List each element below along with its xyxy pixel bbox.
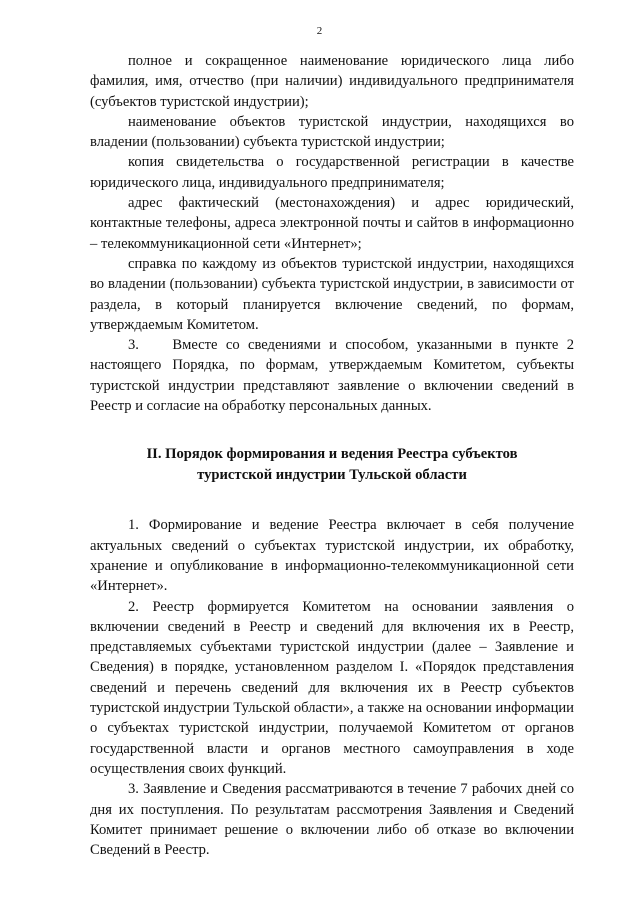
list-item: полное и сокращенное наименование юридического лица либо фамилия, имя, отчество (при наличии) индивидуального предпринимателя (субъектов туристской индустрии); — [90, 53, 574, 110]
clause-paragraph: 2. Реестр формируется Комитетом на основании заявления о включении сведений в Реестр и сведений для включения их в Реестр, представляемых субъектами туристской индустрии (далее – Заявление и Сведения) в порядке, установленном разделом I. «Порядок представления сведений и перечень сведений для включения их в Реестр субъектов туристской индустрии Тульской области», а также на основании информации о субъектах туристской индустрии, получаемой Комитетом от органов государственной власти и органов местного самоуправления в ходе осуществления своих функций. — [90, 598, 574, 777]
section-heading-line: II. Порядок формирования и ведения Реестра субъектов — [146, 446, 518, 463]
list-item: копия свидетельства о государственной регистрации в качестве юридического лица, индивидуального предпринимателя; — [90, 154, 574, 191]
list-item: адрес фактический (местонахождения) и адрес юридический, контактные телефоны, адреса электронной почты и сайтов в информационно – телекоммуникационной сети «Интернет»; — [90, 195, 574, 252]
clause-paragraph: 3. Заявление и Сведения рассматриваются в течение 7 рабочих дней со дня их поступления. По результатам рассмотрения Заявления и Сведений Комитет принимает решение о включении либо об отказе во включении Сведений в Реестр. — [90, 781, 574, 859]
clause-paragraph: 3. Вместе со сведениями и способом, указанными в пункте 2 настоящего Порядка, по формам, утверждаемым Комитетом, субъекты туристской индустрии представляют заявление о включении сведений в Реестр и согласие на обработку персональных данных. — [90, 337, 574, 415]
list-item: справка по каждому из объектов туристской индустрии, находящихся во владении (пользовании) субъекта туристской индустрии, в зависимости от раздела, в который планируется включение сведений, по формам, утверждаемым Комитетом. — [90, 255, 574, 333]
section-heading — [90, 444, 574, 485]
section-heading-line: туристской индустрии Тульской области — [197, 466, 467, 483]
clause-paragraph: 1. Формирование и ведение Реестра включает в себя получение актуальных сведений о субъектах туристской индустрии, их обработку, хранение и опубликование в информационно-телекоммуникационной сети «Интернет». — [90, 517, 574, 595]
document-body — [90, 51, 574, 860]
page-number: 2 — [316, 25, 323, 37]
list-item: наименование объектов туристской индустрии, находящихся во владении (пользовании) субъекта туристской индустрии; — [90, 113, 574, 151]
